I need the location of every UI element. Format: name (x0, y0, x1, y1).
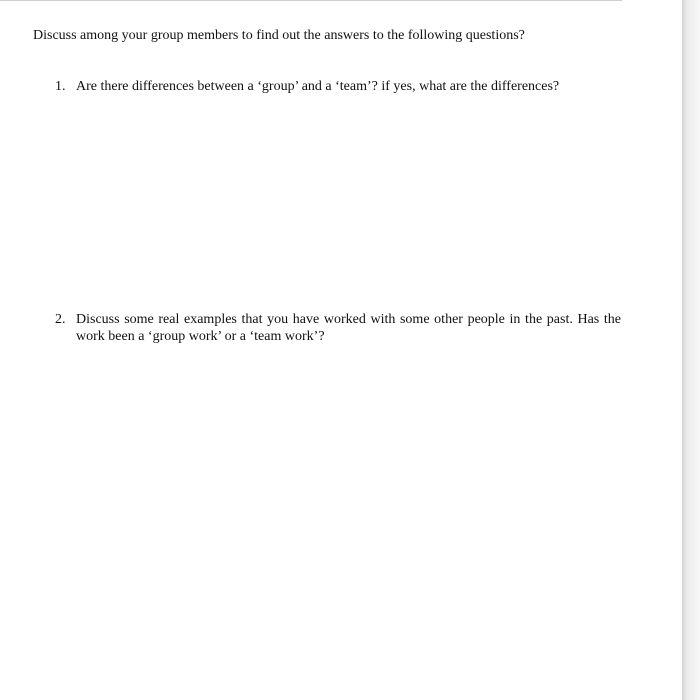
question-text: Discuss some real examples that you have worked with some other people in the past. Has the work been a ‘group work’ or a ‘team work’? (76, 312, 621, 344)
page-edge-shadow (682, 0, 700, 700)
top-divider (0, 0, 622, 1)
question-text: Are there differences between a ‘group’ and a ‘team’? if yes, what are the differences? (76, 79, 560, 94)
question-item-2 (55, 311, 625, 351)
question-item-1 (55, 78, 625, 98)
intro-instruction: Discuss among your group members to find out the answers to the following questions? (33, 28, 525, 43)
question-number: 1. (55, 79, 66, 94)
question-number: 2. (55, 312, 66, 327)
